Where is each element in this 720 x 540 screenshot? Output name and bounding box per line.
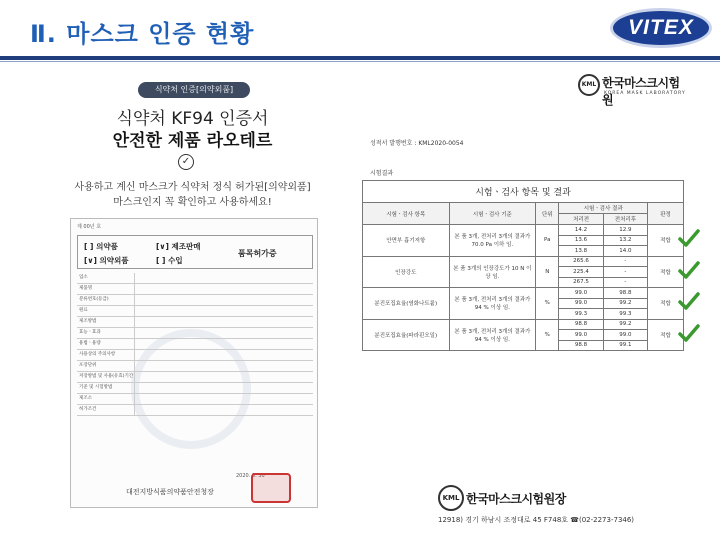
section-label: 시험결과 <box>370 170 394 177</box>
slide-title: Ⅱ. 마스크 인증 현황 <box>30 20 255 48</box>
result-standard: 본 품 3개, 전처리 3개의 결과가 94 % 이상 임. <box>449 288 536 320</box>
form-row <box>77 361 313 372</box>
result-standard: 본 품 3개, 전처리 3개의 결과가 70.0 Pa 이하 임. <box>449 225 536 257</box>
mfds-badge: 식약처 인증[의약외품] <box>138 82 250 98</box>
form-row <box>77 284 313 295</box>
result-after-value: 12.9 <box>603 225 647 236</box>
result-after-value: 99.3 <box>603 309 647 320</box>
result-item: 분진포집효율(파라핀오일) <box>363 319 450 351</box>
kind-quasi-drug: [∨] 의약외품 <box>84 256 129 265</box>
form-row-label: 포장단위 <box>77 361 135 371</box>
result-judgement: 적합 <box>648 319 684 351</box>
usage-notice-line1: 사용하고 계신 마스크가 식약처 정식 허가된[의약외품] <box>74 182 311 193</box>
check-circle-icon: ✓ <box>178 154 194 170</box>
result-before-value: 265.6 <box>559 256 603 267</box>
form-row <box>77 295 313 306</box>
form-row-value <box>135 295 313 305</box>
form-row <box>77 273 313 284</box>
result-after-value: - <box>603 267 647 278</box>
result-unit: % <box>536 319 559 351</box>
form-row-label: 저장방법 및 사용(유효)기간 <box>77 372 135 382</box>
result-after-value: 99.2 <box>603 298 647 309</box>
green-check-icon <box>678 323 700 343</box>
kind-medicine: [ ] 의약품 <box>84 242 118 251</box>
form-row-label: 제조방법 <box>77 317 135 327</box>
form-row-value <box>135 317 313 327</box>
form-row-value <box>135 405 313 415</box>
kind-manufacture-sale: [∨] 제조판매 <box>156 242 201 251</box>
kml-footer <box>438 485 678 525</box>
kml-director-title: 한국마스크시험원장 <box>466 492 566 506</box>
header-standard: 시험ㆍ검사 기준 <box>449 203 536 225</box>
result-unit: Pa <box>536 225 559 257</box>
form-row-value <box>135 361 313 371</box>
result-judgement: 적합 <box>648 225 684 257</box>
form-row-label: 분류번호(등급) <box>77 295 135 305</box>
kml-emblem: KML <box>578 74 600 96</box>
kf94-certificate-document <box>60 70 315 520</box>
result-unit: N <box>536 256 559 288</box>
green-check-icon <box>678 228 700 248</box>
form-row-value <box>135 383 313 393</box>
header-before: 처리전 <box>559 214 603 225</box>
form-row <box>77 372 313 383</box>
form-row <box>77 317 313 328</box>
result-before-value: 267.5 <box>559 277 603 288</box>
report-number: 성적서 발행번호 : KML2020-0054 <box>370 140 464 147</box>
kml-org-subtitle: KOREA MASK LABORATORY <box>604 91 686 96</box>
result-row <box>363 225 684 236</box>
result-item: 분진포집효율(염화나트륨) <box>363 288 450 320</box>
form-row-label: 기준 및 시험방법 <box>77 383 135 393</box>
result-before-value: 13.6 <box>559 235 603 246</box>
license-title: 품목허가증 <box>238 249 277 258</box>
form-row-label: 효능ㆍ효과 <box>77 328 135 338</box>
form-row-value <box>135 350 313 360</box>
vitex-logo: VITEX <box>610 8 712 48</box>
kml-footer-emblem: KML <box>438 485 464 511</box>
form-row <box>77 328 313 339</box>
header-after: 전처리후 <box>603 214 647 225</box>
header-item: 시험ㆍ검사 항목 <box>363 203 450 225</box>
result-after-value: 99.1 <box>603 340 647 351</box>
result-before-value: 98.8 <box>559 319 603 330</box>
result-standard: 본 품 3개, 전처리 3개의 결과가 94 % 이상 임. <box>449 319 536 351</box>
result-standard: 본 품 3개의 인장강도가 10 N 이상 임. <box>449 256 536 288</box>
kml-org-name: 한국마스크시험원 <box>602 76 680 107</box>
form-row <box>77 383 313 394</box>
result-after-value: 99.2 <box>603 319 647 330</box>
result-judgement: 적합 <box>648 256 684 288</box>
result-before-value: 13.8 <box>559 246 603 257</box>
form-row-label: 원료 <box>77 306 135 316</box>
result-before-value: 99.0 <box>559 298 603 309</box>
header-divider-thin <box>0 61 720 62</box>
header-result: 시험ㆍ검사 결과 <box>559 203 648 214</box>
result-after-value: 13.2 <box>603 235 647 246</box>
form-row <box>77 306 313 317</box>
result-after-value: - <box>603 277 647 288</box>
kml-address: 12918) 경기 하남시 조정대로 45 F748호 ☎(02-2273-7346) <box>438 516 635 524</box>
form-row-label: 제조소 <box>77 394 135 404</box>
usage-notice-line2: 마스크인지 꼭 확인하고 사용하세요! <box>113 197 272 208</box>
header-judgement: 판정 <box>648 203 684 225</box>
result-after-value: 14.0 <box>603 246 647 257</box>
product-heading: 안전한 제품 라오테르 <box>112 131 273 151</box>
issuer-name: 대전지방식품의약품안전청장 <box>126 488 214 496</box>
form-row-value <box>135 339 313 349</box>
certificate-heading: 식약처 KF94 인증서 <box>116 109 269 129</box>
result-after-value: - <box>603 256 647 267</box>
form-row-value <box>135 284 313 294</box>
form-row <box>77 339 313 350</box>
result-before-value: 99.0 <box>559 330 603 341</box>
form-row-label: 업소 <box>77 273 135 283</box>
form-row-value <box>135 328 313 338</box>
form-row <box>77 350 313 361</box>
form-row-value <box>135 372 313 382</box>
kml-logo-header <box>578 72 688 107</box>
form-row-label: 제품명 <box>77 284 135 294</box>
result-before-value: 99.0 <box>559 288 603 299</box>
official-seal-stamp <box>251 473 291 503</box>
result-row <box>363 288 684 299</box>
license-kind-box <box>77 235 313 269</box>
result-before-value: 225.4 <box>559 267 603 278</box>
table-caption: 시험ㆍ검사 항목 및 결과 <box>363 181 684 203</box>
form-row-value <box>135 273 313 283</box>
result-row <box>363 256 684 267</box>
green-check-icon <box>678 291 700 311</box>
kind-import: [ ] 수입 <box>156 256 183 265</box>
result-before-value: 14.2 <box>559 225 603 236</box>
test-result-table <box>362 180 684 351</box>
result-unit: % <box>536 288 559 320</box>
form-row-label: 용법ㆍ용량 <box>77 339 135 349</box>
form-row-label: 허가조건 <box>77 405 135 415</box>
green-check-icon <box>678 260 700 280</box>
result-item: 안면부 흡기저항 <box>363 225 450 257</box>
result-before-value: 98.8 <box>559 340 603 351</box>
form-row-value <box>135 394 313 404</box>
form-row-value <box>135 306 313 316</box>
form-row-label: 사용상의 주의사항 <box>77 350 135 360</box>
result-row <box>363 319 684 330</box>
form-number: 제 00년 호 <box>77 224 102 230</box>
form-row <box>77 405 313 416</box>
result-after-value: 98.8 <box>603 288 647 299</box>
issue-date: 2020. 3. 30 <box>236 473 265 479</box>
result-before-value: 99.3 <box>559 309 603 320</box>
product-license-form <box>70 218 318 508</box>
result-judgement: 적합 <box>648 288 684 320</box>
header-unit: 단위 <box>536 203 559 225</box>
form-row <box>77 394 313 405</box>
header-divider <box>0 56 720 60</box>
result-after-value: 99.0 <box>603 330 647 341</box>
result-item: 인장강도 <box>363 256 450 288</box>
form-fields <box>77 273 313 416</box>
